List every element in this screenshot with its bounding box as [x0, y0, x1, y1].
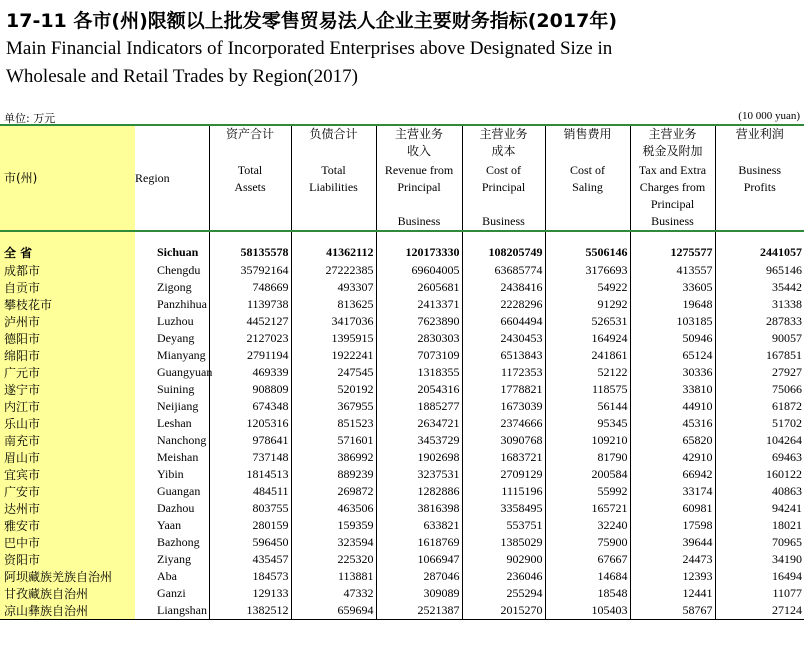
- value-cell: 1885277: [376, 398, 462, 415]
- value-cell: 70965: [772, 535, 802, 549]
- table-row: [0, 279, 804, 296]
- table-row-total: [0, 231, 804, 262]
- header-en-label: Business: [738, 163, 782, 177]
- region-name-en: Ziyang: [135, 551, 209, 568]
- header-en-label: Business: [482, 214, 525, 228]
- value-cell: 18021: [772, 518, 802, 532]
- region-name-en: Neijiang: [135, 398, 209, 415]
- table-row: [0, 534, 804, 551]
- value-cell: 3237531: [376, 466, 462, 483]
- city-name-cn: 广安市: [0, 483, 135, 500]
- value-cell: 66942: [630, 466, 715, 483]
- value-cell: 965146: [766, 263, 802, 277]
- header-en-label: Profits: [743, 180, 776, 194]
- value-cell: 902900: [462, 551, 545, 568]
- header-en-label: [292, 145, 376, 162]
- header-en-label: Principal: [481, 180, 526, 194]
- unit-label-chinese: 单位: 万元: [4, 112, 56, 125]
- value-cell: 60981: [630, 500, 715, 517]
- value-cell: 2791194: [209, 347, 291, 364]
- value-cell: 3090768: [462, 432, 545, 449]
- region-name-en: Suining: [135, 381, 209, 398]
- value-cell: 55992: [545, 483, 630, 500]
- value-cell: 3453729: [376, 432, 462, 449]
- value-cell: 5506146: [545, 231, 630, 262]
- value-cell: 103185: [630, 313, 715, 330]
- region-name-en: Zigong: [135, 279, 209, 296]
- value-cell: 1382512: [209, 602, 291, 620]
- value-cell: 2441057: [760, 244, 802, 259]
- value-cell: 164924: [545, 330, 630, 347]
- value-cell: 54922: [545, 279, 630, 296]
- city-name-cn: 雅安市: [0, 517, 135, 534]
- value-cell: 269872: [291, 483, 376, 500]
- value-cell: 1318355: [376, 364, 462, 381]
- region-name-en: Ganzi: [135, 585, 209, 602]
- value-cell: 113881: [291, 568, 376, 585]
- value-cell: 3816398: [376, 500, 462, 517]
- value-cell: 1814513: [209, 466, 291, 483]
- header-en-label: [546, 145, 630, 162]
- value-cell: 69604005: [376, 262, 462, 279]
- table-row: [0, 296, 804, 313]
- header-cn-label: 资产合计: [225, 127, 274, 141]
- value-cell: 30336: [630, 364, 715, 381]
- value-cell: 3417036: [291, 313, 376, 330]
- value-cell: 2054316: [376, 381, 462, 398]
- value-cell: 94241: [772, 501, 802, 515]
- value-cell: 67667: [545, 551, 630, 568]
- city-name-cn: 宜宾市: [0, 466, 135, 483]
- value-cell: 120173330: [376, 231, 462, 262]
- value-cell: 526531: [545, 313, 630, 330]
- value-cell: 520192: [291, 381, 376, 398]
- page-title-english-line2: Wholesale and Retail Trades by Region(2017): [6, 66, 358, 87]
- header-tax-extra-charges: [630, 125, 715, 231]
- value-cell: 2127023: [209, 330, 291, 347]
- region-name-en: Liangshan: [135, 602, 209, 620]
- value-cell: 118575: [545, 381, 630, 398]
- header-cost-principal-business: [462, 125, 545, 231]
- table-row: [0, 466, 804, 483]
- region-name-en: Deyang: [135, 330, 209, 347]
- value-cell: 165721: [545, 500, 630, 517]
- value-cell: 553751: [462, 517, 545, 534]
- value-cell: 1683721: [462, 449, 545, 466]
- table-row: [0, 415, 804, 432]
- value-cell: 11077: [772, 586, 802, 600]
- value-cell: 1205316: [209, 415, 291, 432]
- value-cell: 435457: [209, 551, 291, 568]
- city-name-cn: 南充市: [0, 432, 135, 449]
- value-cell: 1902698: [376, 449, 462, 466]
- value-cell: 413557: [630, 262, 715, 279]
- value-cell: 908809: [209, 381, 291, 398]
- value-cell: 81790: [545, 449, 630, 466]
- header-total-liabilities: [291, 125, 376, 231]
- value-cell: 674348: [209, 398, 291, 415]
- value-cell: 33174: [630, 483, 715, 500]
- city-name-cn: 全 省: [0, 231, 135, 262]
- city-name-cn: 巴中市: [0, 534, 135, 551]
- value-cell: 63685774: [462, 262, 545, 279]
- value-cell: 748669: [209, 279, 291, 296]
- region-name-en: Dazhou: [135, 500, 209, 517]
- value-cell: 280159: [209, 517, 291, 534]
- header-region: Region: [135, 125, 209, 231]
- header-en-label: [210, 145, 291, 162]
- value-cell: 1395915: [291, 330, 376, 347]
- value-cell: 75066: [772, 382, 802, 396]
- table-row: [0, 568, 804, 585]
- value-cell: 160122: [766, 467, 802, 481]
- header-en-label: Liabilities: [309, 180, 358, 194]
- value-cell: 40863: [772, 484, 802, 498]
- city-name-cn: 阿坝藏族羌族自治州: [0, 568, 135, 585]
- value-cell: 309089: [376, 585, 462, 602]
- value-cell: 386992: [291, 449, 376, 466]
- value-cell: 1139738: [209, 296, 291, 313]
- header-city: 市(州): [0, 125, 135, 231]
- value-cell: 14684: [545, 568, 630, 585]
- table-row: [0, 602, 804, 620]
- value-cell: 19648: [630, 296, 715, 313]
- value-cell: 484511: [209, 483, 291, 500]
- value-cell: 851523: [291, 415, 376, 432]
- value-cell: 184573: [209, 568, 291, 585]
- value-cell: 33605: [630, 279, 715, 296]
- value-cell: 47332: [291, 585, 376, 602]
- value-cell: 105403: [545, 602, 630, 620]
- value-cell: 91292: [545, 296, 630, 313]
- value-cell: 39644: [630, 534, 715, 551]
- value-cell: 4452127: [209, 313, 291, 330]
- city-name-cn: 甘孜藏族自治州: [0, 585, 135, 602]
- value-cell: 27124: [715, 602, 804, 620]
- header-cn-label: 营业利润: [735, 127, 784, 141]
- value-cell: 159359: [291, 517, 376, 534]
- header-cn-label: 主营业务 收入: [394, 127, 443, 158]
- city-name-cn: 泸州市: [0, 313, 135, 330]
- financial-indicators-table: [0, 124, 804, 620]
- value-cell: 2228296: [462, 296, 545, 313]
- value-cell: 34190: [772, 552, 802, 566]
- header-en-label: [377, 196, 462, 213]
- value-cell: 1778821: [462, 381, 545, 398]
- region-name-en: Yaan: [135, 517, 209, 534]
- table-row: [0, 500, 804, 517]
- value-cell: 12393: [630, 568, 715, 585]
- header-en-label: Charges from: [639, 180, 706, 194]
- value-cell: 33810: [630, 381, 715, 398]
- region-name-en: Leshan: [135, 415, 209, 432]
- value-cell: 1922241: [291, 347, 376, 364]
- value-cell: 52122: [545, 364, 630, 381]
- value-cell: 65820: [630, 432, 715, 449]
- value-cell: 7623890: [376, 313, 462, 330]
- region-name-en: Mianyang: [135, 347, 209, 364]
- value-cell: 1115196: [462, 483, 545, 500]
- value-cell: 41362112: [291, 231, 376, 262]
- region-name-en: Luzhou: [135, 313, 209, 330]
- table-row: [0, 551, 804, 568]
- region-name-en: Aba: [135, 568, 209, 585]
- value-cell: 1385029: [462, 534, 545, 551]
- header-en-label: [716, 145, 804, 162]
- value-cell: 2374666: [462, 415, 545, 432]
- header-cn-label: 负债合计: [309, 127, 358, 141]
- value-cell: 367955: [291, 398, 376, 415]
- value-cell: 493307: [291, 279, 376, 296]
- value-cell: 45316: [630, 415, 715, 432]
- value-cell: 18548: [545, 585, 630, 602]
- header-cost-of-saling: [545, 125, 630, 231]
- value-cell: 109210: [545, 432, 630, 449]
- value-cell: 2413371: [376, 296, 462, 313]
- region-name-en: Guangyuan: [135, 364, 209, 381]
- header-en-label: Total: [321, 163, 346, 177]
- value-cell: 32240: [545, 517, 630, 534]
- city-name-cn: 自贡市: [0, 279, 135, 296]
- header-en-label: Saling: [572, 180, 603, 194]
- header-en-label: Principal: [397, 180, 441, 194]
- value-cell: 737148: [209, 449, 291, 466]
- value-cell: 3358495: [462, 500, 545, 517]
- value-cell: 2605681: [376, 279, 462, 296]
- value-cell: 51702: [772, 416, 802, 430]
- value-cell: 1673039: [462, 398, 545, 415]
- table-row: [0, 432, 804, 449]
- value-cell: 2634721: [376, 415, 462, 432]
- header-en-label: Tax and Extra: [638, 163, 707, 177]
- value-cell: 469339: [209, 364, 291, 381]
- value-cell: 35442: [772, 280, 802, 294]
- region-name-en: Sichuan: [135, 231, 209, 262]
- city-name-cn: 内江市: [0, 398, 135, 415]
- value-cell: 35792164: [209, 262, 291, 279]
- value-cell: 463506: [291, 500, 376, 517]
- table-row: [0, 262, 804, 279]
- value-cell: 2709129: [462, 466, 545, 483]
- value-cell: 90057: [772, 331, 802, 345]
- value-cell: 108205749: [462, 231, 545, 262]
- city-name-cn: 绵阳市: [0, 347, 135, 364]
- table-header-row: [0, 125, 804, 231]
- value-cell: 225320: [291, 551, 376, 568]
- value-cell: 255294: [462, 585, 545, 602]
- region-name-en: Chengdu: [135, 262, 209, 279]
- header-total-assets: [209, 125, 291, 231]
- value-cell: 3176693: [545, 262, 630, 279]
- value-cell: 2015270: [462, 602, 545, 620]
- value-cell: 287046: [376, 568, 462, 585]
- header-cn-label: 主营业务 成本: [479, 127, 528, 158]
- value-cell: 236046: [462, 568, 545, 585]
- header-en-label: Cost of: [485, 163, 521, 177]
- header-en-label: Principal: [650, 197, 695, 211]
- value-cell: 167851: [766, 348, 802, 362]
- city-name-cn: 广元市: [0, 364, 135, 381]
- value-cell: 50946: [630, 330, 715, 347]
- value-cell: 104264: [766, 433, 802, 447]
- value-cell: 2430453: [462, 330, 545, 347]
- city-name-cn: 凉山彝族自治州: [0, 602, 135, 620]
- value-cell: 596450: [209, 534, 291, 551]
- unit-label-english: (10 000 yuan): [738, 110, 800, 122]
- table-row: [0, 517, 804, 534]
- region-name-en: Guangan: [135, 483, 209, 500]
- city-name-cn: 成都市: [0, 262, 135, 279]
- value-cell: 2521387: [376, 602, 462, 620]
- table-row: [0, 585, 804, 602]
- table-row: [0, 381, 804, 398]
- value-cell: 247545: [291, 364, 376, 381]
- value-cell: 2438416: [462, 279, 545, 296]
- value-cell: 633821: [376, 517, 462, 534]
- value-cell: 323594: [291, 534, 376, 551]
- table-row: [0, 330, 804, 347]
- value-cell: 978641: [209, 432, 291, 449]
- value-cell: 287833: [766, 314, 802, 328]
- value-cell: 56144: [545, 398, 630, 415]
- value-cell: 6513843: [462, 347, 545, 364]
- page-title-english-line1: Main Financial Indicators of Incorporated Enterprises above Designated Size in: [6, 38, 613, 59]
- value-cell: 889239: [291, 466, 376, 483]
- value-cell: 58135578: [209, 231, 291, 262]
- value-cell: 1275577: [630, 231, 715, 262]
- table-row: [0, 347, 804, 364]
- value-cell: 803755: [209, 500, 291, 517]
- value-cell: 1172353: [462, 364, 545, 381]
- value-cell: 75900: [545, 534, 630, 551]
- table-row: [0, 483, 804, 500]
- page-title-chinese: 17-11 各市(州)限额以上批发零售贸易法人企业主要财务指标(2017年): [6, 10, 617, 32]
- value-cell: 1066947: [376, 551, 462, 568]
- value-cell: 61872: [772, 399, 802, 413]
- city-name-cn: 乐山市: [0, 415, 135, 432]
- city-name-cn: 德阳市: [0, 330, 135, 347]
- value-cell: 58767: [630, 602, 715, 620]
- value-cell: 16494: [772, 569, 802, 583]
- header-en-label: Total: [237, 163, 263, 177]
- header-en-label: Cost of: [569, 163, 605, 177]
- city-name-cn: 攀枝花市: [0, 296, 135, 313]
- region-name-en: Panzhihua: [135, 296, 209, 313]
- value-cell: 1282886: [376, 483, 462, 500]
- value-cell: 44910: [630, 398, 715, 415]
- value-cell: 6604494: [462, 313, 545, 330]
- table-row: [0, 398, 804, 415]
- value-cell: 27222385: [291, 262, 376, 279]
- value-cell: 7073109: [376, 347, 462, 364]
- city-name-cn: 达州市: [0, 500, 135, 517]
- value-cell: 24473: [630, 551, 715, 568]
- value-cell: 813625: [291, 296, 376, 313]
- table-row: [0, 449, 804, 466]
- header-en-label: Business: [397, 214, 441, 228]
- header-business-profits: [715, 125, 804, 231]
- city-name-cn: 资阳市: [0, 551, 135, 568]
- value-cell: 42910: [630, 449, 715, 466]
- header-en-label: [463, 196, 545, 213]
- value-cell: 12441: [630, 585, 715, 602]
- table-row: [0, 313, 804, 330]
- header-en-label: Business: [651, 214, 694, 228]
- region-name-en: Nanchong: [135, 432, 209, 449]
- value-cell: 95345: [545, 415, 630, 432]
- city-name-cn: 遂宁市: [0, 381, 135, 398]
- value-cell: 27927: [772, 365, 802, 379]
- value-cell: 659694: [291, 602, 376, 620]
- header-cn-label: 销售费用: [563, 127, 612, 141]
- region-name-en: Yibin: [135, 466, 209, 483]
- region-name-en: Bazhong: [135, 534, 209, 551]
- table-row: [0, 364, 804, 381]
- value-cell: 200584: [545, 466, 630, 483]
- value-cell: 129133: [209, 585, 291, 602]
- value-cell: 17598: [630, 517, 715, 534]
- header-cn-label: 主营业务 税金及附加: [642, 127, 703, 158]
- value-cell: 241861: [545, 347, 630, 364]
- value-cell: 31338: [772, 297, 802, 311]
- region-name-en: Meishan: [135, 449, 209, 466]
- header-revenue-principal-business: [376, 125, 462, 231]
- value-cell: 69463: [772, 450, 802, 464]
- header-en-label: Assets: [234, 180, 266, 194]
- header-en-label: Revenue from: [384, 163, 454, 177]
- value-cell: 65124: [630, 347, 715, 364]
- value-cell: 1618769: [376, 534, 462, 551]
- value-cell: 571601: [291, 432, 376, 449]
- value-cell: 2830303: [376, 330, 462, 347]
- city-name-cn: 眉山市: [0, 449, 135, 466]
